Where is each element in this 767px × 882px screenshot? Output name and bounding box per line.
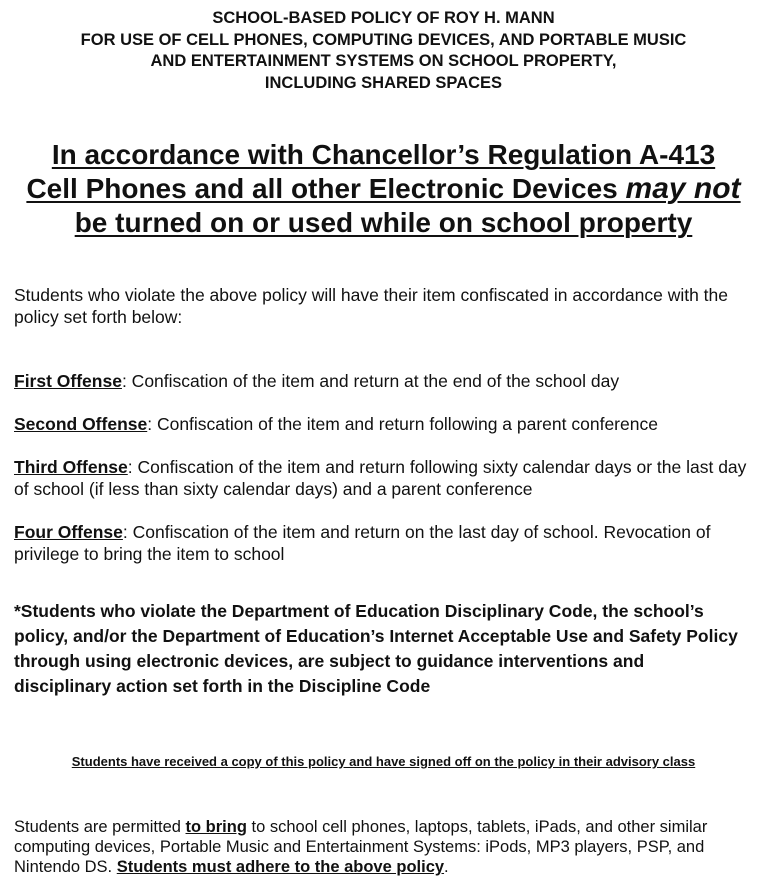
offense-fourth (14, 521, 759, 565)
headline-line-1: In accordance with Chancellor’s Regulation A-413 (51, 139, 716, 170)
offense-label: First Offense (14, 371, 122, 391)
permitted-devices-paragraph (14, 817, 754, 877)
headline-emphasis: may not (625, 172, 741, 205)
offense-third (14, 456, 759, 500)
offense-text: : Confiscation of the item and return following sixty calendar days or the last day of school (if less than sixty calendar days) and a parent conference (14, 457, 747, 499)
headline-line-3: be turned on or used while on school property (74, 207, 693, 238)
title-line: AND ENTERTAINMENT SYSTEMS ON SCHOOL PROPERTY, (150, 52, 617, 70)
policy-headline (0, 138, 767, 240)
offense-text: : Confiscation of the item and return on the last day of school. Revocation of privilege to bring the item to school (14, 522, 711, 564)
document-title (0, 8, 767, 94)
offense-text: : Confiscation of the item and return following a parent conference (147, 414, 658, 434)
intro-paragraph: Students who violate the above policy will have their item confiscated in accordance with the policy set forth below: (14, 285, 729, 327)
offense-second (14, 413, 759, 435)
title-line: SCHOOL-BASED POLICY OF ROY H. MANN (212, 9, 555, 27)
permitted-emphasis-bring: to bring (185, 818, 247, 836)
headline-line-2-text: Cell Phones and all other Electronic Devices (26, 173, 626, 204)
permitted-emphasis-adhere: Students must adhere to the above policy (116, 858, 445, 876)
offense-text: : Confiscation of the item and return at the end of the school day (121, 371, 620, 391)
disciplinary-warning: *Students who violate the Department of Education Disciplinary Code, the school’s policy, and/or the Department of Education’s Internet Acceptable Use and Safety Policy through using electronic devices, are subject to guidance interventions and disciplinary action set forth in the Discipline Code (14, 601, 738, 696)
permitted-text: to school cell phones, laptops, tablets, iPads, and other similar computing devices, Portable Music and Entertainment Systems: iPods, MP3 players, PSP, and Nintendo DS. (14, 818, 708, 876)
headline-line-2 (26, 173, 740, 204)
offense-label: Second Offense (14, 414, 148, 434)
permitted-text: Students are permitted (14, 818, 186, 836)
offense-label: Third Offense (14, 457, 128, 477)
offense-first (14, 370, 759, 392)
permitted-end: . (444, 858, 449, 876)
title-line: FOR USE OF CELL PHONES, COMPUTING DEVICES, AND PORTABLE MUSIC (80, 30, 687, 49)
signed-off-note: Students have received a copy of this policy and have signed off on the policy in their advisory class (71, 754, 696, 769)
offense-label: Four Offense (14, 522, 123, 542)
title-line: INCLUDING SHARED SPACES (264, 73, 503, 92)
